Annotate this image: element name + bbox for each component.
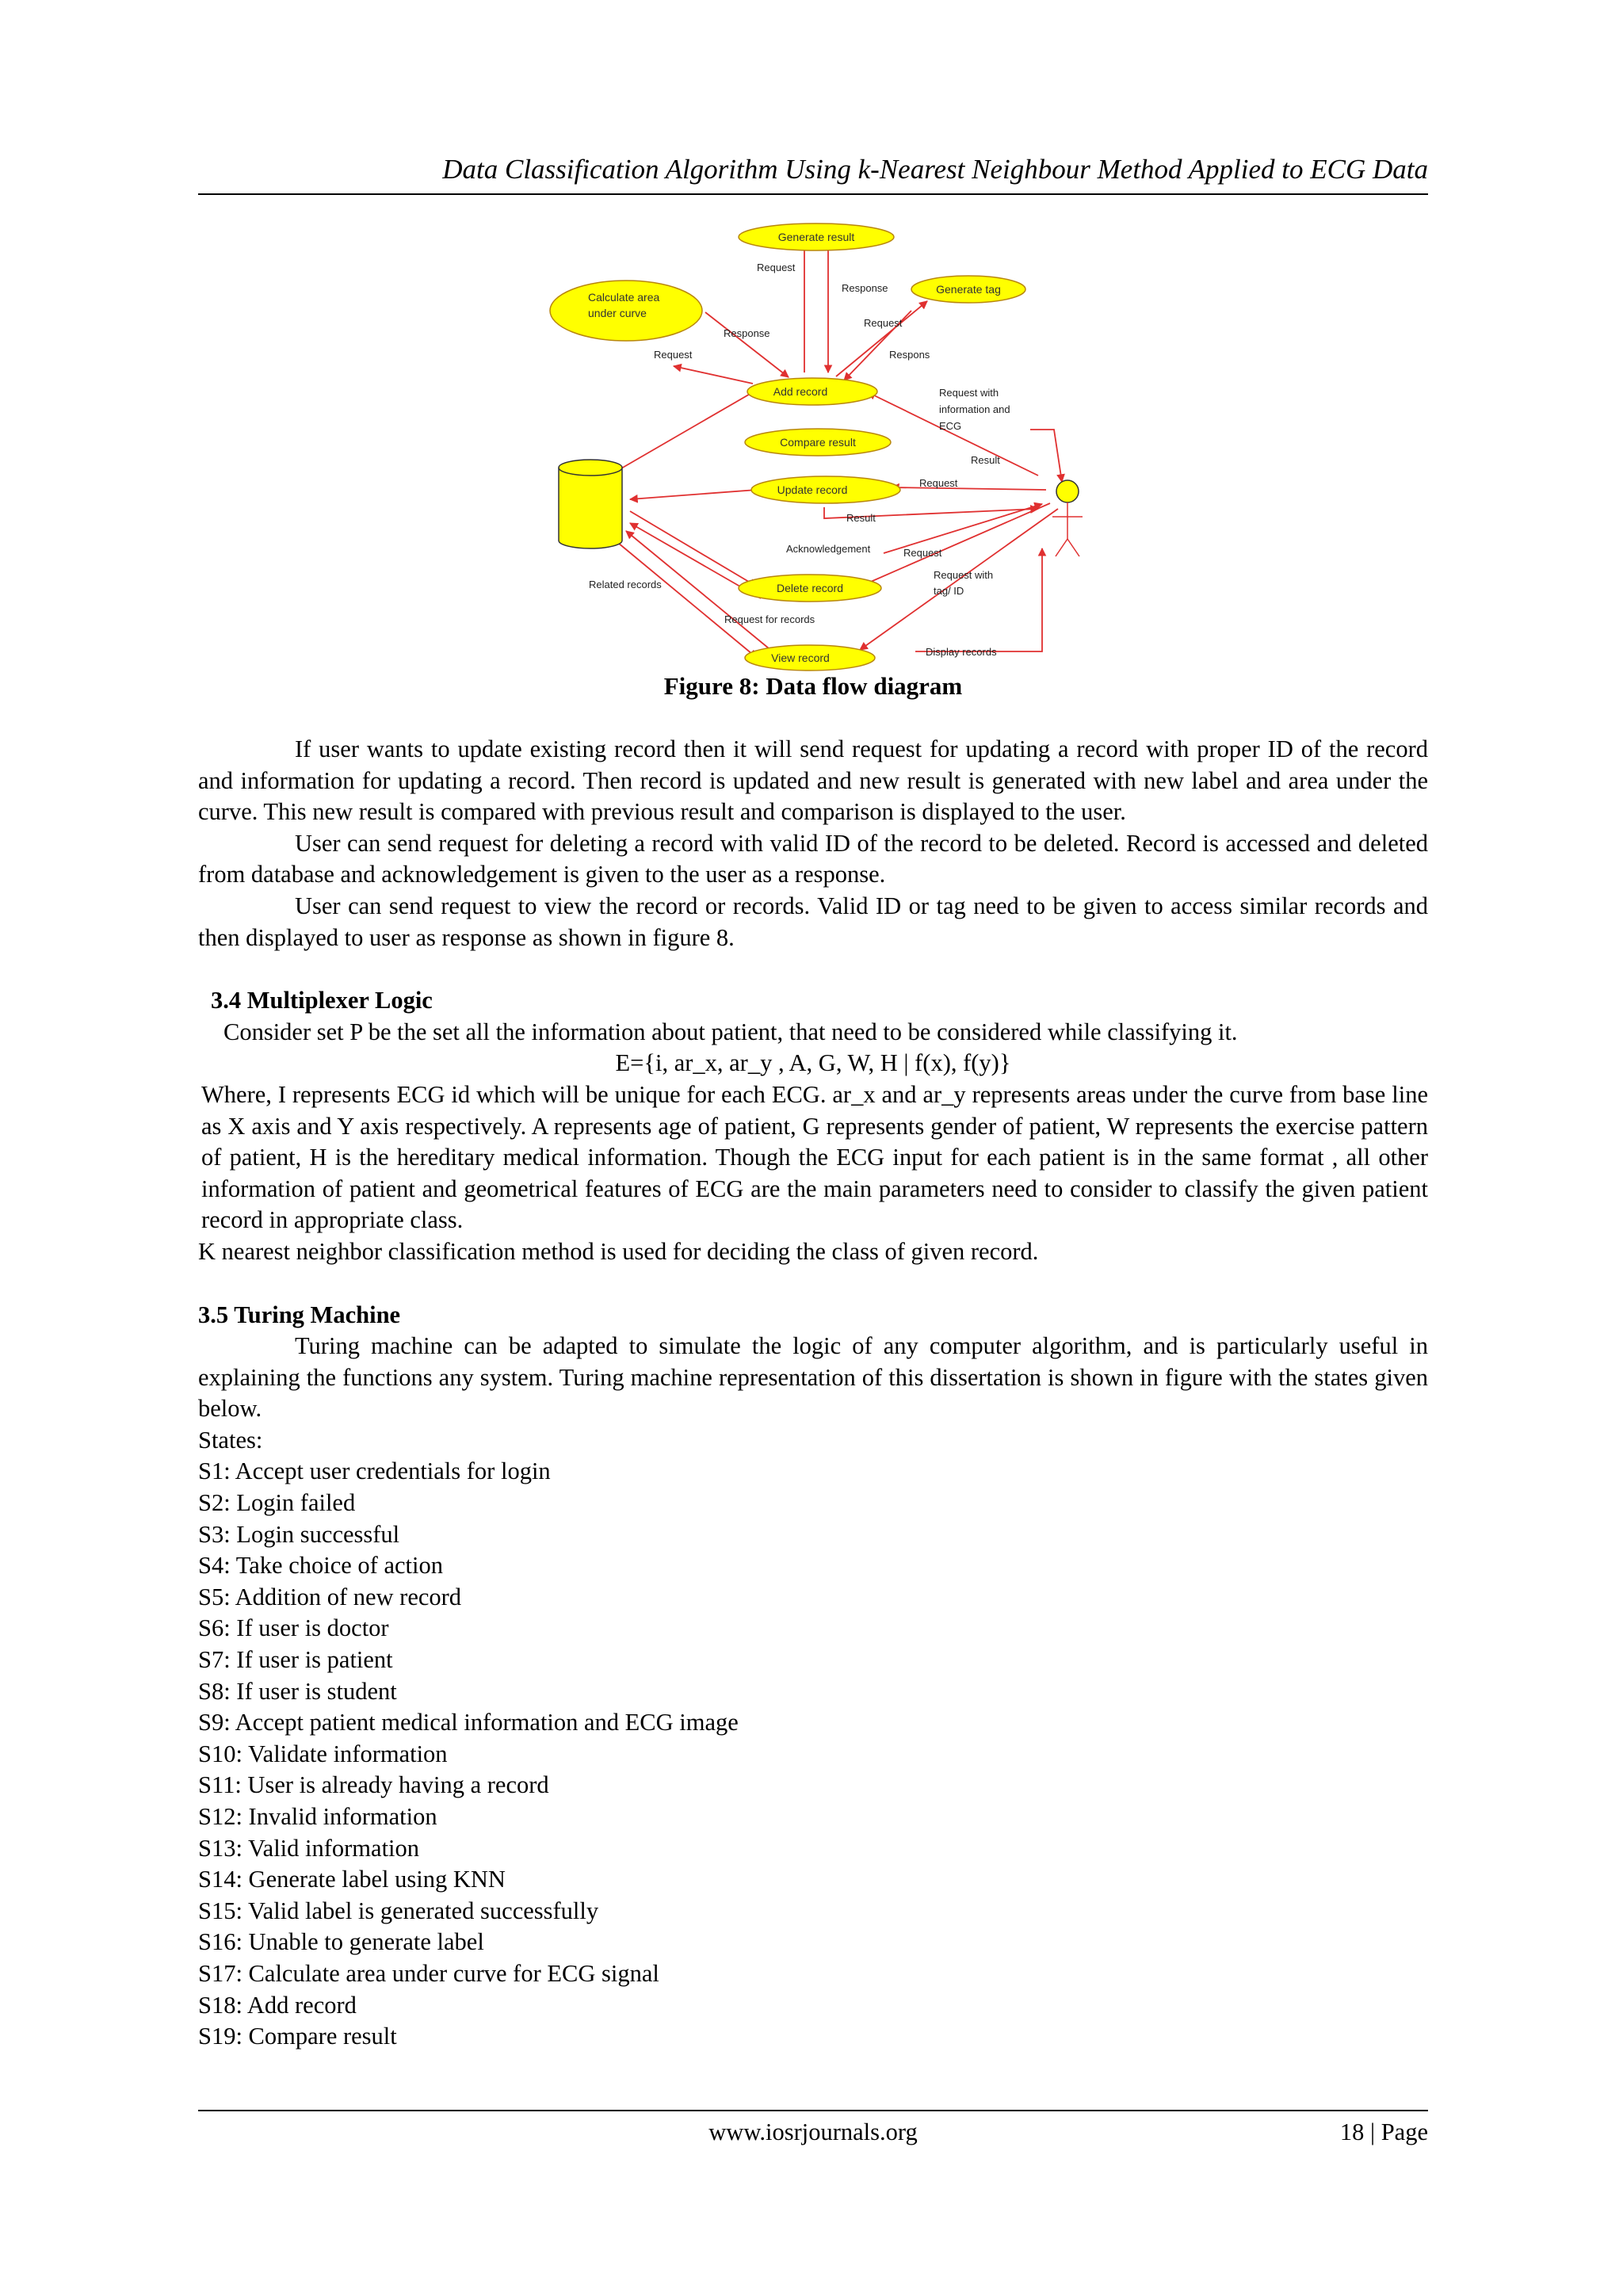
- section-3-5-paragraph: Turing machine can be adapted to simulate the logic of any computer algorithm, and is particularly useful in explaining the functions any system. Turing machine representation of this dissertation is shown in figure with the states given below.: [198, 1332, 1428, 1423]
- label-result-user: Result: [971, 454, 1000, 466]
- node-compare-result: [745, 429, 891, 456]
- section-3-4-knn: K nearest neighbor classification method is used for deciding the class of given record.: [198, 1237, 1039, 1265]
- footer-site-link[interactable]: www.iosrjournals.org: [708, 2118, 918, 2145]
- footer: [198, 2115, 1428, 2149]
- database-icon: [559, 460, 622, 548]
- label-request-gen: Request: [757, 262, 796, 273]
- page-number: 18 | Page: [1339, 2118, 1428, 2145]
- node-delete-record-label: Delete record: [776, 582, 844, 594]
- equation: E={i, ar_x, ar_y , A, G, W, H | f(x), f(y)}: [615, 1049, 1011, 1077]
- footer-rule: [198, 2110, 1428, 2111]
- label-related-records: Related records: [589, 579, 662, 590]
- arrow-db-to-view: [618, 543, 757, 658]
- paragraph-update: If user wants to update existing record then it will send request for updating a record with proper ID of the record and information for updating a record. Then record is updated and new result is generated with new label and area under the curve. This new result is compared with previous result and comparison is displayed to the user.: [198, 735, 1428, 826]
- state-item: S7: If user is patient: [198, 1646, 393, 1674]
- state-item: S1: Accept user credentials for login: [198, 1457, 551, 1485]
- label-req-tag-2: tag/ ID: [934, 585, 964, 597]
- state-item: S19: Compare result: [198, 2023, 397, 2050]
- section-heading-3-5: 3.5 Turing Machine: [198, 1301, 401, 1328]
- node-add-record-label: Add record: [773, 385, 828, 398]
- state-item: S18: Add record: [198, 1991, 357, 2019]
- arrow-update-to-db: [630, 490, 757, 499]
- node-generate-result-label: Generate result: [777, 231, 855, 243]
- state-item: S15: Valid label is generated successfully: [198, 1897, 599, 1924]
- node-view-record-label: View record: [771, 651, 830, 664]
- state-item: S13: Valid information: [198, 1834, 420, 1862]
- paragraph-view: User can send request to view the record or records. Valid ID or tag need to be given to access similar records and then displayed to user as response as shown in figure 8.: [198, 892, 1428, 951]
- state-item: S8: If user is student: [198, 1677, 397, 1705]
- arrow-db-to-delete: [630, 511, 757, 586]
- node-update-record: [751, 476, 900, 503]
- state-item: S3: Login successful: [198, 1520, 400, 1548]
- label-request-for-records: Request for records: [724, 613, 815, 625]
- node-generate-result: [739, 223, 894, 250]
- arrow-add-to-gentag: [836, 301, 927, 376]
- node-delete-record: [739, 575, 881, 602]
- state-item: S12: Invalid information: [198, 1803, 437, 1830]
- node-generate-tag-label: Generate tag: [936, 283, 1001, 296]
- label-respons-tag: Respons: [889, 349, 930, 361]
- header-rule: [198, 193, 1428, 195]
- arrow-calc-to-add: [705, 312, 789, 377]
- label-req-info-3: ECG: [939, 420, 962, 432]
- arrow-db-to-add: [606, 390, 757, 477]
- label-response-gen: Response: [842, 282, 888, 294]
- label-display-records: Display records: [926, 646, 997, 658]
- state-item: S2: Login failed: [198, 1489, 356, 1517]
- state-item: S11: User is already having a record: [198, 1771, 549, 1799]
- label-response-calc: Response: [724, 327, 770, 339]
- label-acknowledgement: Acknowledgement: [786, 543, 871, 555]
- node-generate-tag: [911, 276, 1025, 303]
- label-request-delete: Request: [903, 547, 942, 559]
- state-item: S5: Addition of new record: [198, 1583, 462, 1610]
- state-item: S9: Accept patient medical information and ECG image: [198, 1709, 739, 1736]
- node-calc-label-1: Calculate area: [588, 291, 660, 304]
- label-request-tag: Request: [864, 317, 903, 329]
- label-request-update: Request: [919, 477, 958, 489]
- state-item: S4: Take choice of action: [198, 1552, 443, 1580]
- label-req-info-1: Request with: [939, 387, 999, 399]
- arrow-view-display: [915, 548, 1042, 651]
- node-update-record-label: Update record: [777, 483, 848, 496]
- states-label: States:: [198, 1426, 263, 1454]
- user-actor-icon: [1052, 480, 1083, 556]
- node-add-record: [747, 378, 877, 405]
- state-item: S17: Calculate area under curve for ECG signal: [198, 1959, 659, 1987]
- state-item: S10: Validate information: [198, 1740, 448, 1767]
- section-heading-3-4: 3.4 Multiplexer Logic: [211, 987, 433, 1014]
- data-flow-diagram: [198, 214, 1428, 682]
- section-3-4-where: Where, I represents ECG id which will be unique for each ECG. ar_x and ar_y represents areas under the curve from base line as X axis and Y axis respectively. A represents age of patient, G represents gender of patient, W represents the exercise pattern of patient, H is the hereditary medical information. Though the ECG input for each patient is in the same format , all other information of patient and geometrical features of ECG are the main parameters need to consider to classify the given patient record in appropriate class.: [201, 1080, 1428, 1234]
- section-3-4-intro: Consider set P be the set all the information about patient, that need to be considered while classifying it.: [223, 1018, 1238, 1045]
- arrow-delete-ack: [884, 504, 1042, 553]
- body-text: [198, 734, 1428, 2053]
- running-head: Data Classification Algorithm Using k-Nearest Neighbour Method Applied to ECG Data: [442, 154, 1428, 185]
- spacer: [198, 953, 1428, 985]
- figure-caption: Figure 8: Data flow diagram: [663, 672, 963, 700]
- state-item: S14: Generate label using KNN: [198, 1866, 506, 1893]
- label-req-info-2: information and: [939, 403, 1010, 415]
- paragraph-delete: User can send request for deleting a record with valid ID of the record to be deleted. Record is accessed and deleted from database and acknowledgement is given to the user as a response.: [198, 829, 1428, 888]
- arrow-user-to-update: [892, 487, 1046, 490]
- label-result-update: Result: [846, 512, 876, 524]
- spacer: [198, 1268, 1428, 1300]
- label-request-calc: Request: [654, 349, 693, 361]
- state-item: S16: Unable to generate label: [198, 1928, 484, 1956]
- node-view-record: [745, 645, 875, 670]
- label-req-tag-1: Request with: [934, 569, 994, 581]
- node-compare-result-label: Compare result: [780, 436, 856, 449]
- state-item: S6: If user is doctor: [198, 1614, 389, 1642]
- node-calc-label-2: under curve: [588, 307, 647, 319]
- node-calculate-area: [550, 281, 702, 341]
- arrow-add-to-calc: [674, 366, 753, 384]
- diagram-canvas: [198, 214, 1428, 682]
